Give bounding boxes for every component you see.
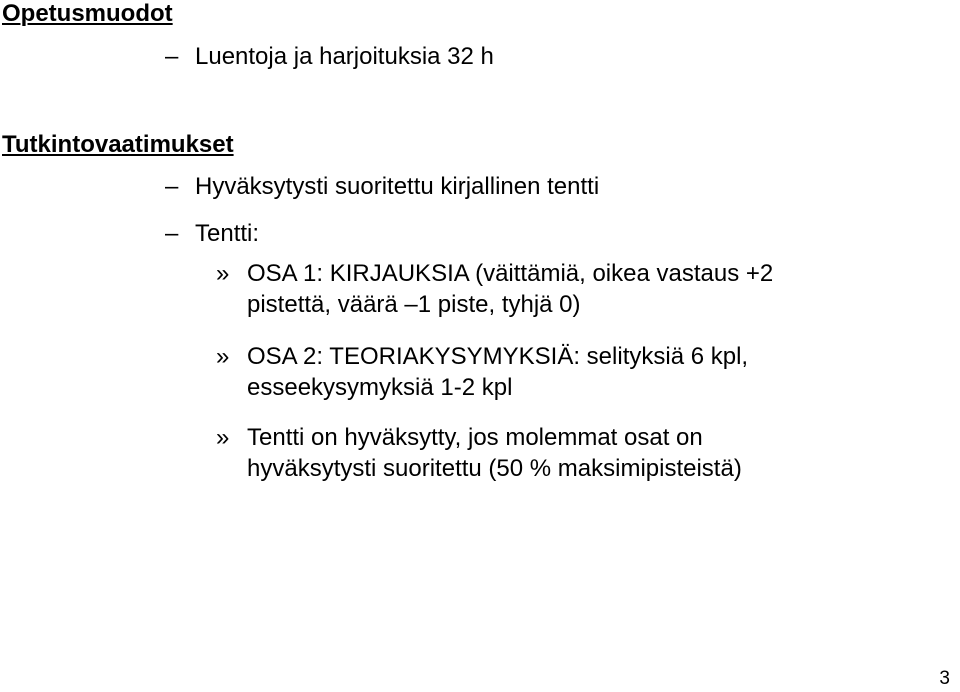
bullet-item-text: Hyväksytysti suoritettu kirjallinen tentti — [195, 173, 600, 200]
sub-item-line: pistettä, väärä –1 piste, tyhjä 0) — [247, 291, 581, 318]
bullet-item-tentti — [165, 222, 259, 246]
sub-item-line: OSA 1: KIRJAUKSIA (väittämiä, oikea vastaus +2 — [247, 260, 774, 287]
section-heading-opetusmuodot: Opetusmuodot — [2, 0, 173, 27]
dash-marker: – — [165, 220, 179, 247]
bullet-item-luentoja — [165, 45, 494, 69]
sub-item-line: hyväksytysti suoritettu (50 % maksimipisteistä) — [247, 455, 742, 482]
chevron-marker: » — [216, 343, 230, 370]
dash-marker: – — [165, 43, 179, 70]
bullet-item-text: Luentoja ja harjoituksia 32 h — [195, 43, 494, 70]
sub-item-line: OSA 2: TEORIAKYSYMYKSIÄ: selityksiä 6 kpl, — [247, 343, 749, 370]
sub-item-line: esseekysymyksiä 1-2 kpl — [247, 374, 513, 401]
page-number: 3 — [939, 668, 950, 689]
sub-item-osa-2 — [216, 341, 748, 403]
dash-marker: – — [165, 173, 179, 200]
sub-item-line: Tentti on hyväksytty, jos molemmat osat on — [247, 424, 703, 451]
sub-item-tentti-hyvaksytty — [216, 422, 742, 484]
bullet-item-text: Tentti: — [195, 220, 260, 247]
chevron-marker: » — [216, 424, 230, 451]
chevron-marker: » — [216, 260, 230, 287]
bullet-item-hyvaksytysti — [165, 175, 599, 199]
sub-item-osa-1 — [216, 258, 773, 320]
section-heading-tutkintovaatimukset: Tutkintovaatimukset — [2, 131, 234, 158]
